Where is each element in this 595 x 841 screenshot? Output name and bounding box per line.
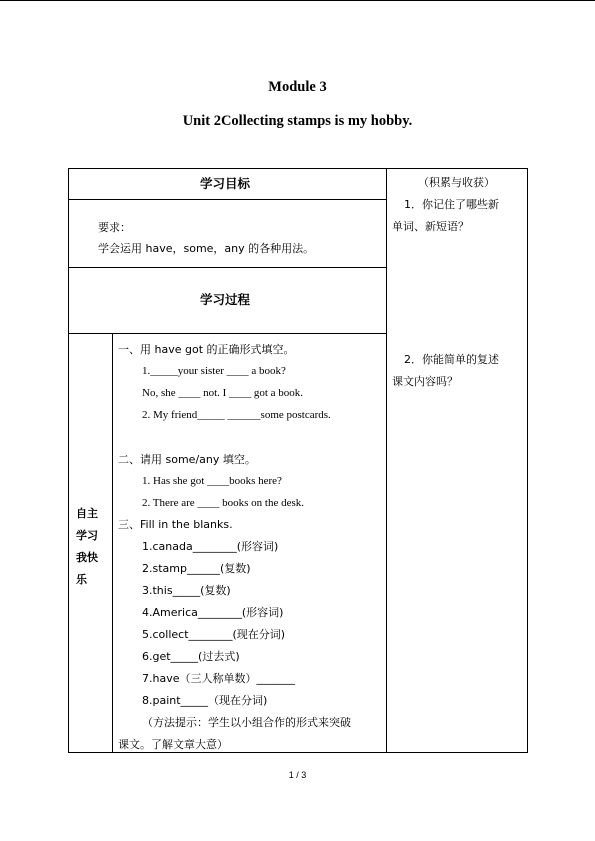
method-tip-line: 课文。了解文章大意） xyxy=(118,738,228,751)
unit-title: Unit 2Collecting stamps is my hobby. xyxy=(182,113,413,129)
side-column-divider xyxy=(112,333,113,753)
question-one-line: 单词、新短语？ xyxy=(392,220,469,233)
right-heading: （积累与收获） xyxy=(418,176,495,189)
exercise-line: 3.this_____(复数) xyxy=(142,584,231,597)
exercise-line: 2.stamp______(复数) xyxy=(142,562,251,575)
exercise-line: 4.America________(形容词) xyxy=(142,606,284,619)
row-divider xyxy=(68,267,386,268)
requirement-text: 学会运用 have，some，any 的各种用法。 xyxy=(98,242,315,255)
side-label-line: 自主 xyxy=(76,507,98,520)
exercise-line: 2. There are ____ books on the desk. xyxy=(142,497,305,509)
exercise-line: 8.paint_____（现在分词) xyxy=(142,694,268,707)
exercise-line: 6.get_____(过去式) xyxy=(142,650,240,663)
exercise-line: No, she ____ not. I ____ got a book. xyxy=(142,387,304,399)
row-divider xyxy=(68,333,386,334)
process-heading: 学习过程 xyxy=(200,292,251,307)
page-number: 1 / 3 xyxy=(288,770,307,780)
section-one-heading: 一、用 have got 的正确形式填空。 xyxy=(118,343,295,356)
exercise-line: 2. My friend_____ ______some postcards. xyxy=(142,409,331,421)
side-label-line: 学习 xyxy=(76,529,98,542)
method-tip-line: （方法提示：学生以小组合作的形式来突破 xyxy=(142,716,351,729)
exercise-line: 7.have（三人称单数）_______ xyxy=(142,672,295,685)
side-label-line: 我快 xyxy=(76,551,98,564)
exercise-line: 1. Has she got ____books here? xyxy=(142,475,282,487)
question-two-line: 课文内容吗？ xyxy=(392,375,458,388)
page-top-rule xyxy=(0,0,595,1)
column-divider xyxy=(386,168,387,753)
section-two-heading: 二、请用 some/any 填空。 xyxy=(118,453,256,466)
side-label-line: 乐 xyxy=(76,573,87,586)
question-two-line: 2．你能简单的复述 xyxy=(404,353,499,366)
section-three-heading: 三、Fill in the blanks. xyxy=(118,518,233,531)
exercise-line: 5.collect________(现在分词) xyxy=(142,628,286,641)
module-title: Module 3 xyxy=(268,79,327,95)
row-divider xyxy=(68,199,386,200)
exercise-line: 1._____your sister ____ a book? xyxy=(142,365,286,377)
goal-heading: 学习目标 xyxy=(200,176,251,191)
question-one-line: 1．你记住了哪些新 xyxy=(404,198,499,211)
requirement-label: 要求： xyxy=(98,221,131,234)
exercise-line: 1.canada________(形容词) xyxy=(142,540,279,553)
